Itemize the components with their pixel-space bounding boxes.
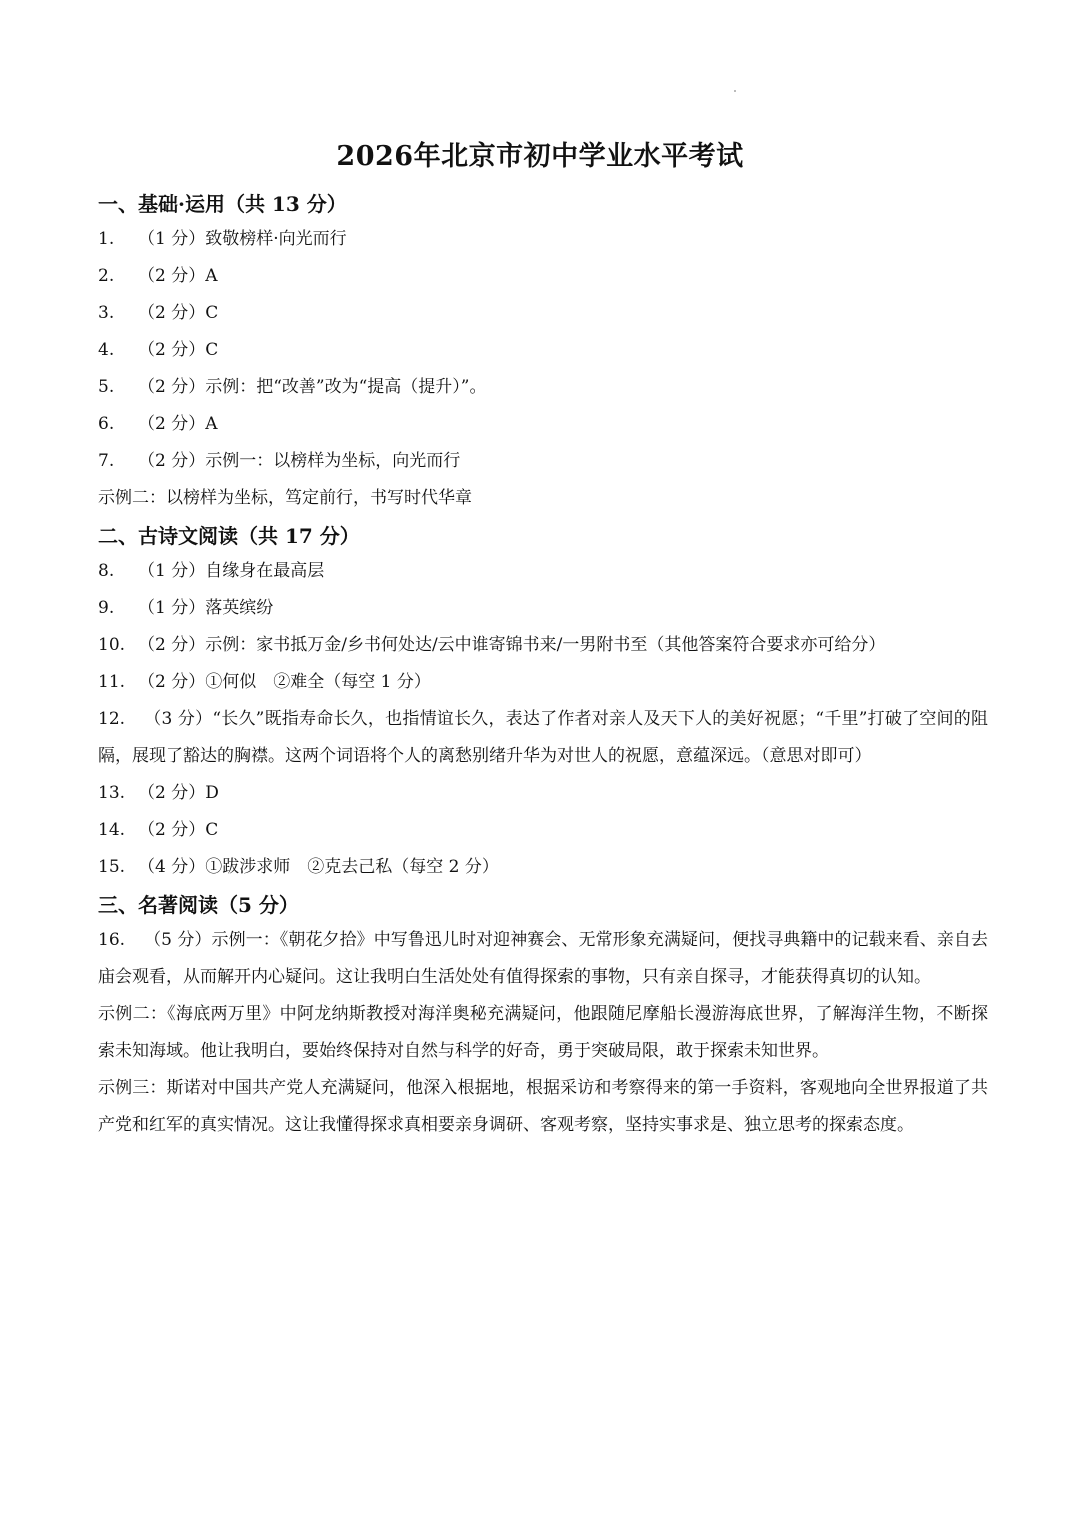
item-text: （2 分）A [138, 414, 218, 434]
item-number: 9. [98, 598, 115, 618]
item-number: 5. [98, 377, 115, 397]
item-text: （2 分）A [138, 266, 218, 286]
item-text: （2 分）C [138, 303, 219, 323]
item-text: （2 分）示例：家书抵万金/乡书何处达/云中谁寄锦书来/一男附书至（其他答案符合要求亦可给分） [138, 635, 886, 655]
item-text: 示例三：斯诺对中国共产党人充满疑问，他深入根据地，根据采访和考察得来的第一手资料，客观地向全世界报道了共产党和红军的真实情况。这让我懂得探求真相要亲身调研、客观考察，坚持实事求是、独立思考的探索态度。 [98, 1078, 988, 1135]
item-text: （2 分）D [138, 783, 219, 803]
section-heading-3: 三、名著阅读（5 分） [98, 893, 299, 917]
item-number: 16. [98, 930, 126, 950]
item-text: （1 分）自缘身在最高层 [138, 561, 325, 581]
answer-item-6 [98, 406, 988, 443]
item-text: （1 分）致敬榜样·向光而行 [138, 229, 347, 249]
item-text: （1 分）落英缤纷 [138, 598, 274, 618]
item-number: 4. [98, 340, 115, 360]
item-text: （2 分）C [138, 820, 219, 840]
answer-item-16-example-3 [98, 1070, 988, 1144]
item-number: 2. [98, 266, 115, 286]
item-text: （5 分）示例一：《朝花夕拾》中写鲁迅儿时对迎神赛会、无常形象充满疑问，便找寻典籍中的记载来看、亲自去庙会观看，从而解开内心疑问。这让我明白生活处处有值得探索的事物，只有亲自探寻，才能获得真切的认知。 [98, 930, 988, 987]
answer-item-16 [98, 922, 988, 996]
item-number: 7. [98, 451, 115, 471]
item-text: （3 分）“长久”既指寿命长久，也指情谊长久，表达了作者对亲人及天下人的美好祝愿；“千里”打破了空间的阻隔，展现了豁达的胸襟。这两个词语将个人的离愁别绪升华为对世人的祝愿，意蕴深远。（意思对即可） [98, 709, 988, 766]
answer-content [98, 185, 988, 1144]
item-text: 示例二：以榜样为坐标，笃定前行，书写时代华章 [98, 488, 472, 508]
section-heading-1: 一、基础·运用（共 13 分） [98, 192, 347, 216]
item-number: 13. [98, 783, 126, 803]
answer-item-1 [98, 221, 988, 258]
answer-item-13 [98, 775, 988, 812]
answer-item-5 [98, 369, 988, 406]
item-text: 示例二：《海底两万里》中阿龙纳斯教授对海洋奥秘充满疑问，他跟随尼摩船长漫游海底世界，了解海洋生物，不断探索未知海域。他让我明白，要始终保持对自然与科学的好奇，勇于突破局限，敢于探索未知世界。 [98, 1004, 988, 1061]
answer-item-9 [98, 590, 988, 627]
answer-item-4 [98, 332, 988, 369]
answer-item-2 [98, 258, 988, 295]
item-text: （2 分）示例：把“改善”改为“提高（提升）”。 [138, 377, 487, 397]
answer-item-15 [98, 849, 988, 886]
answer-item-11 [98, 664, 988, 701]
item-text: （2 分）①何似 ②难全（每空 1 分） [138, 672, 431, 692]
answer-item-3 [98, 295, 988, 332]
item-text: （4 分）①跋涉求师 ②克去己私（每空 2 分） [138, 857, 499, 877]
answer-item-8 [98, 553, 988, 590]
answer-item-16-example-2 [98, 996, 988, 1070]
answer-item-7-example-2 [98, 480, 988, 517]
item-number: 11. [98, 672, 126, 692]
page-title: 2026年北京市初中学业水平考试 [336, 141, 744, 172]
section-heading-2: 二、古诗文阅读（共 17 分） [98, 524, 360, 548]
item-number: 8. [98, 561, 115, 581]
answer-item-12 [98, 701, 988, 775]
item-text: （2 分）C [138, 340, 219, 360]
answer-item-10 [98, 627, 988, 664]
item-number: 6. [98, 414, 115, 434]
scan-speck [734, 90, 736, 92]
item-number: 1. [98, 229, 115, 249]
item-number: 10. [98, 635, 126, 655]
answer-item-7 [98, 443, 988, 480]
item-number: 14. [98, 820, 126, 840]
answer-item-14 [98, 812, 988, 849]
item-number: 12. [98, 709, 126, 729]
item-text: （2 分）示例一：以榜样为坐标，向光而行 [138, 451, 461, 471]
item-number: 15. [98, 857, 126, 877]
item-number: 3. [98, 303, 115, 323]
